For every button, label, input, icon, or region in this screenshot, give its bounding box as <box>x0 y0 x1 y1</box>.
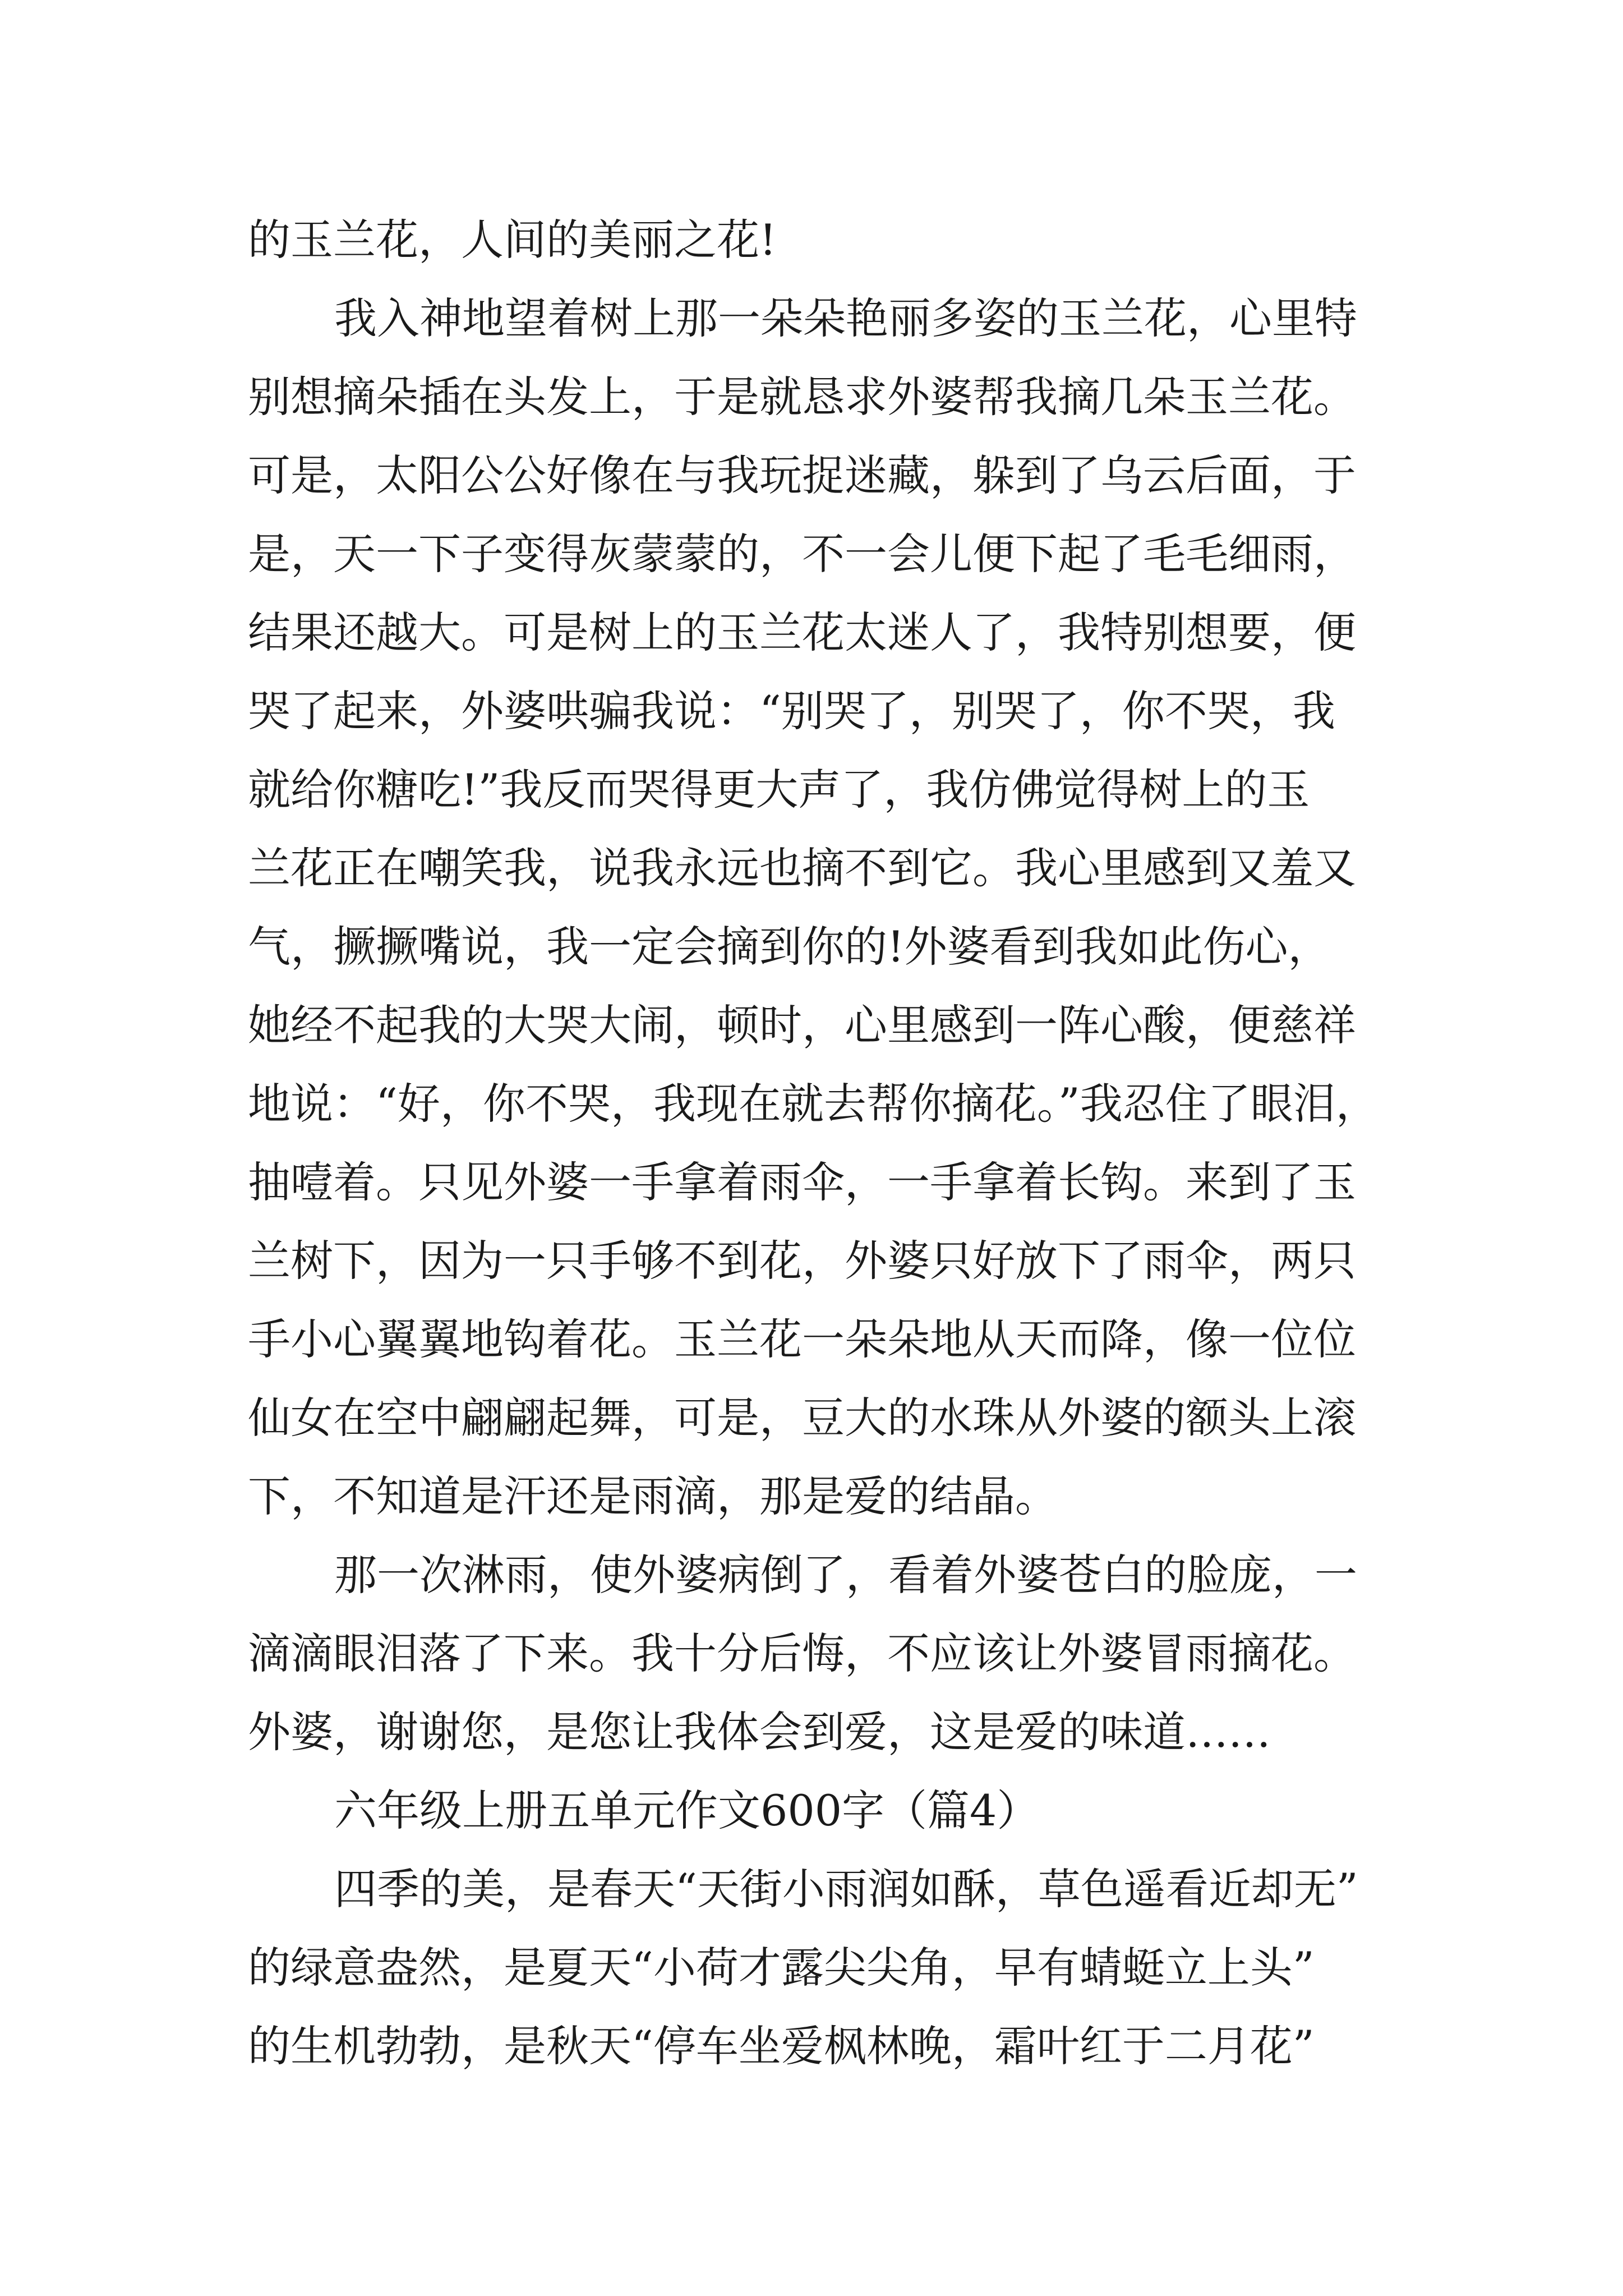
text-line: 兰树下，因为一只手够不到花，外婆只好放下了雨伞，两只 <box>248 1236 1356 1286</box>
text-line: 结果还越大。可是树上的玉兰花太迷人了，我特别想要，便 <box>248 608 1356 657</box>
text-line: 哭了起来，外婆哄骗我说：“别哭了，别哭了，你不哭，我 <box>248 686 1335 736</box>
text-line: 就给你糖吃!”我反而哭得更大声了，我仿佛觉得树上的玉 <box>248 765 1310 815</box>
text-line: 手小心翼翼地钩着花。玉兰花一朵朵地从天而降，像一位位 <box>248 1314 1356 1364</box>
section-heading: 六年级上册五单元作文600字（篇4） <box>334 1786 1040 1835</box>
text-line: 滴滴眼泪落了下来。我十分后悔，不应该让外婆冒雨摘花。 <box>248 1628 1356 1678</box>
text-line: 的绿意盎然，是夏天“小荷才露尖尖角，早有蜻蜓立上头” <box>248 1943 1315 1993</box>
text-line: 外婆，谢谢您，是您让我体会到爱，这是爱的味道…… <box>248 1707 1271 1757</box>
paragraph-start: 我入神地望着树上那一朵朵艳丽多姿的玉兰花，心里特 <box>334 293 1357 343</box>
text-line: 兰花正在嘲笑我，说我永远也摘不到它。我心里感到又羞又 <box>248 843 1356 893</box>
text-line: 的生机勃勃，是秋天“停车坐爱枫林晚，霜叶红于二月花” <box>248 2021 1315 2071</box>
text-line: 下，不知道是汗还是雨滴，那是爱的结晶。 <box>248 1471 1058 1521</box>
text-line: 是，天一下子变得灰蒙蒙的，不一会儿便下起了毛毛细雨， <box>248 529 1356 579</box>
text-line: 的玉兰花，人间的美丽之花! <box>248 215 777 265</box>
text-line: 气，撅撅嘴说，我一定会摘到你的!外婆看到我如此伤心， <box>248 922 1331 972</box>
text-line: 仙女在空中翩翩起舞，可是，豆大的水珠从外婆的额头上滚 <box>248 1393 1356 1443</box>
text-line: 她经不起我的大哭大闹，顿时，心里感到一阵心酸，便慈祥 <box>248 1000 1356 1050</box>
text-line: 可是，太阳公公好像在与我玩捉迷藏，躲到了乌云后面，于 <box>248 450 1356 500</box>
paragraph-start: 四季的美，是春天“天街小雨润如酥，草色遥看近却无” <box>334 1864 1358 1914</box>
text-line: 抽噎着。只见外婆一手拿着雨伞，一手拿着长钩。来到了玉 <box>248 1157 1356 1207</box>
text-line: 别想摘朵插在头发上，于是就恳求外婆帮我摘几朵玉兰花。 <box>248 372 1356 422</box>
text-line: 地说：“好，你不哭，我现在就去帮你摘花。”我忍住了眼泪， <box>248 1079 1378 1129</box>
paragraph-start: 那一次淋雨，使外婆病倒了，看着外婆苍白的脸庞，一 <box>334 1550 1357 1600</box>
